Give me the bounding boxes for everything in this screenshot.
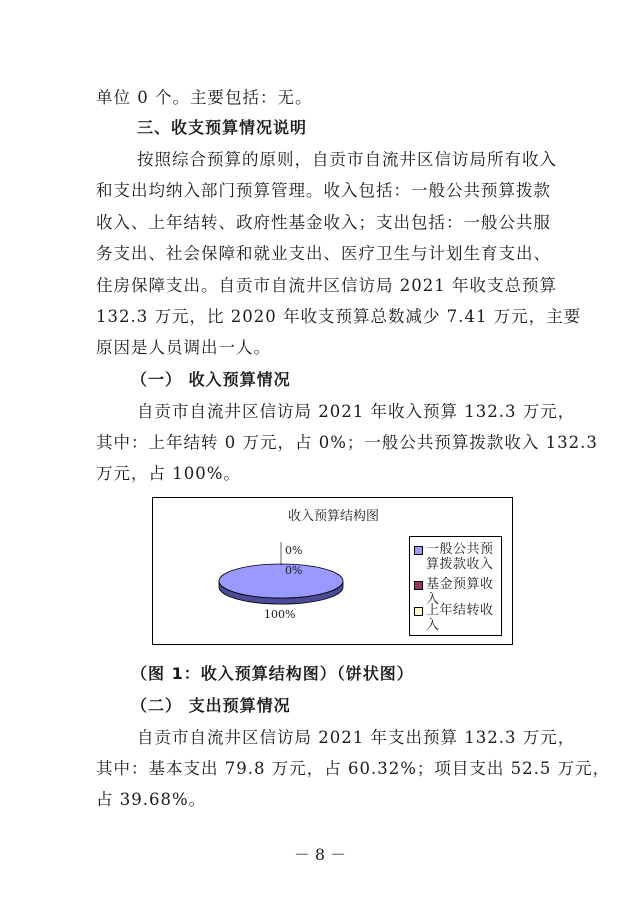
text-line: 原因是人员调出一人。 (96, 338, 271, 357)
text-line: 万元，占 100%。 (96, 464, 241, 483)
text-line: 收入、上年结转、政府性基金收入；支出包括：一般公共服 (96, 213, 551, 232)
figure-caption: （图 1：收入预算结构图）（饼状图） (131, 664, 414, 683)
text-line: 占 39.68%。 (96, 790, 207, 809)
legend-label: 基金预算收入 (426, 577, 494, 607)
legend-label: 一般公共预算拨款收入 (426, 542, 494, 572)
legend-swatch-general (414, 546, 423, 555)
pie-label-general: 100% (264, 608, 296, 621)
text-line: 务支出、社会保障和就业支出、医疗卫生与计划生育支出、 (96, 244, 551, 263)
section-heading: 三、收支预算情况说明 (137, 118, 308, 137)
text-line: 住房保障支出。自贡市自流井区信访局 2021 年收支总预算 (96, 276, 557, 295)
pie-label-fund: 0% (285, 544, 303, 557)
text-line: 单位 0 个。主要包括：无。 (96, 88, 313, 107)
text-line: 自贡市自流井区信访局 2021 年收入预算 132.3 万元， (137, 402, 576, 421)
text-line: 其中：上年结转 0 万元，占 0%；一般公共预算拨款收入 132.3 (96, 433, 598, 452)
legend-swatch-carryover (414, 607, 423, 616)
text-line: 和支出均纳入部门预算管理。收入包括：一般公共预算拨款 (96, 181, 551, 200)
text-line: 自贡市自流井区信访局 2021 年支出预算 132.3 万元， (137, 728, 576, 747)
chart-title: 收入预算结构图 (287, 509, 379, 524)
legend-swatch-fund (414, 581, 423, 590)
subsection-heading-income: （一） 收入预算情况 (131, 370, 291, 389)
income-pie-chart (152, 497, 513, 645)
text-line: 132.3 万元，比 2020 年收支预算总数减少 7.41 万元，主要 (96, 307, 582, 326)
text-line: 按照综合预算的原则，自贡市自流井区信访局所有收入 (137, 150, 557, 169)
page-number: － 8 － (293, 845, 347, 864)
pie-slice-top (219, 564, 343, 598)
text-line: 其中：基本支出 79.8 万元，占 60.32%；项目支出 52.5 万元， (96, 759, 611, 778)
pie-label-carryover: 0% (285, 564, 303, 577)
legend-label: 上年结转收入 (426, 603, 494, 633)
chart-legend (409, 536, 502, 636)
subsection-heading-expense: （二） 支出预算情况 (131, 696, 291, 715)
